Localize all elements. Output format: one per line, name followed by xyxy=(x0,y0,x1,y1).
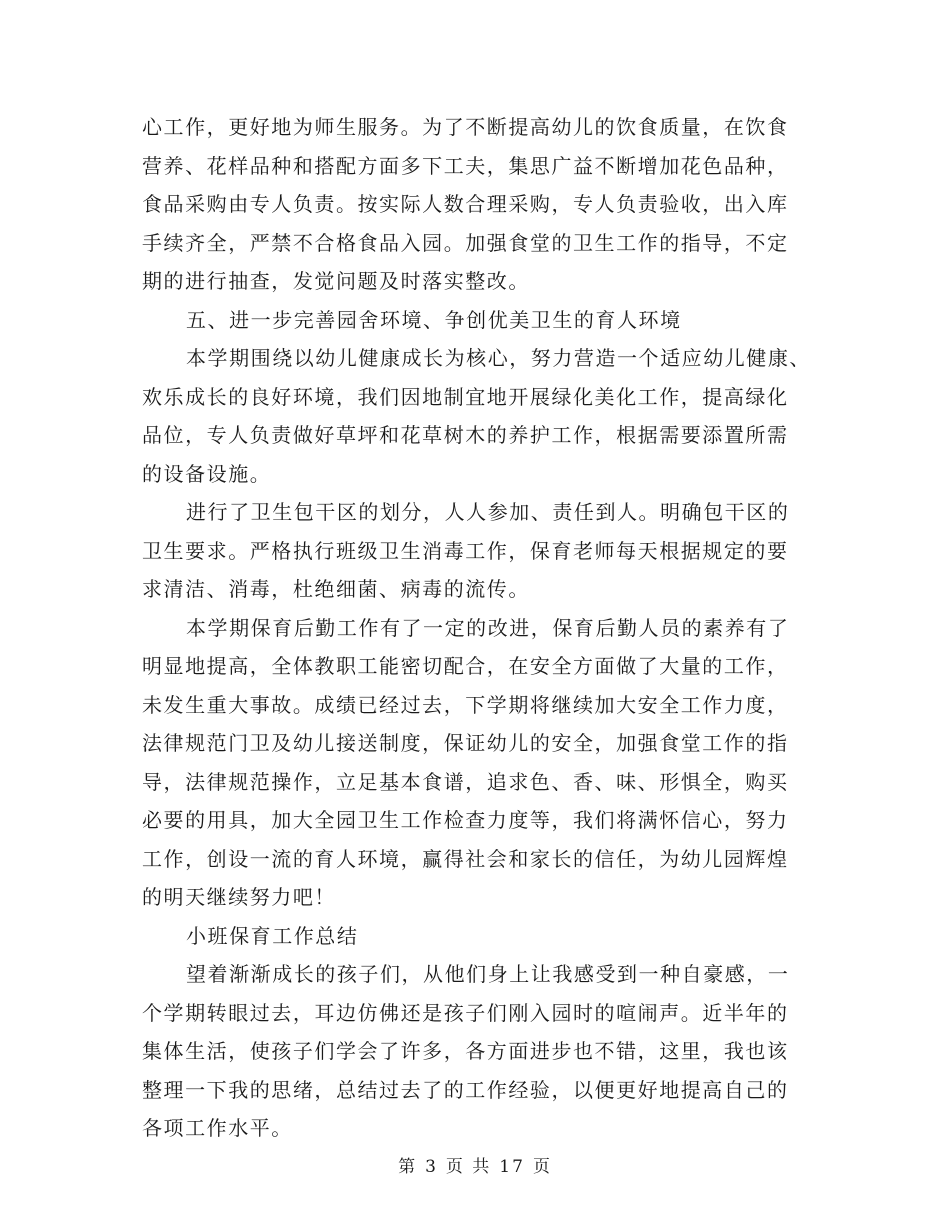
page-number-footer xyxy=(0,1152,950,1177)
text-line: 望着渐渐成长的孩子们，从他们身上让我感受到一种自豪感，一 xyxy=(186,962,790,986)
body-text xyxy=(142,108,822,1148)
footer-suffix: 页 xyxy=(532,1157,552,1177)
text-line: 未发生重大事故。成绩已经过去，下学期将继续加大安全工作力度， xyxy=(142,692,789,717)
text-line: 的设备设施。 xyxy=(142,461,272,486)
text-line: 食品采购由专人负责。按实际人数合理采购，专人负责验收，出入库 xyxy=(142,192,789,216)
text-line: 进行了卫生包干区的划分，人人参加、责任到人。明确包干区的 xyxy=(186,500,790,524)
text-line: 欢乐成长的良好环境，我们因地制宜地开展绿化美化工作，提高绿化 xyxy=(142,384,789,409)
text-line: 本学期围绕以幼儿健康成长为核心，努力营造一个适应幼儿健康、 xyxy=(186,346,811,370)
footer-middle: 页 共 xyxy=(445,1157,492,1177)
section-heading: 五、进一步完善园舍环境、争创优美卫生的育人环境 xyxy=(186,307,682,332)
text-line: 品位，专人负责做好草坪和花草树木的养护工作，根据需要添置所需 xyxy=(142,423,789,447)
text-line: 必要的用具，加大全园卫生工作检查力度等，我们将满怀信心，努力 xyxy=(142,808,789,832)
text-line: 卫生要求。严格执行班级卫生消毒工作，保育老师每天根据规定的要 xyxy=(142,538,789,563)
text-line: 本学期保育后勤工作有了一定的改进，保育后勤人员的素养有了 xyxy=(186,615,790,640)
text-line: 的明天继续努力吧！ xyxy=(142,885,336,909)
text-line: 导，法律规范操作，立足基本食谱，追求色、香、味、形惧全，购买 xyxy=(142,769,789,794)
text-line: 明显地提高，全体教职工能密切配合，在安全方面做了大量的工作， xyxy=(142,654,789,678)
text-line: 求清洁、消毒，杜绝细菌、病毒的流传。 xyxy=(142,577,530,601)
footer-prefix: 第 xyxy=(398,1157,418,1177)
current-page-number: 3 xyxy=(425,1157,438,1177)
text-line: 手续齐全，严禁不合格食品入园。加强食堂的卫生工作的指导，不定 xyxy=(142,230,789,255)
text-line: 个学期转眼过去，耳边仿佛还是孩子们刚入园时的喧闹声。近半年的 xyxy=(142,1000,789,1025)
total-page-count: 17 xyxy=(499,1157,525,1177)
text-line: 整理一下我的思绪，总结过去了的工作经验，以便更好地提高自己的 xyxy=(142,1077,789,1102)
text-line: 法律规范门卫及幼儿接送制度，保证幼儿的安全，加强食堂工作的指 xyxy=(142,731,789,755)
text-line: 心工作，更好地为师生服务。为了不断提高幼儿的饮食质量，在饮食 xyxy=(142,115,789,139)
text-line: 营养、花样品种和搭配方面多下工夫，集思广益不断增加花色品种， xyxy=(142,153,789,178)
text-line: 集体生活，使孩子们学会了许多，各方面进步也不错，这里，我也该 xyxy=(142,1039,789,1063)
text-line: 各项工作水平。 xyxy=(142,1116,293,1140)
text-line: 工作，创设一流的育人环境，赢得社会和家长的信任，为幼儿园辉煌 xyxy=(142,846,789,871)
section-heading: 小班保育工作总结 xyxy=(186,923,359,948)
text-line: 期的进行抽查，发觉问题及时落实整改。 xyxy=(142,269,530,293)
